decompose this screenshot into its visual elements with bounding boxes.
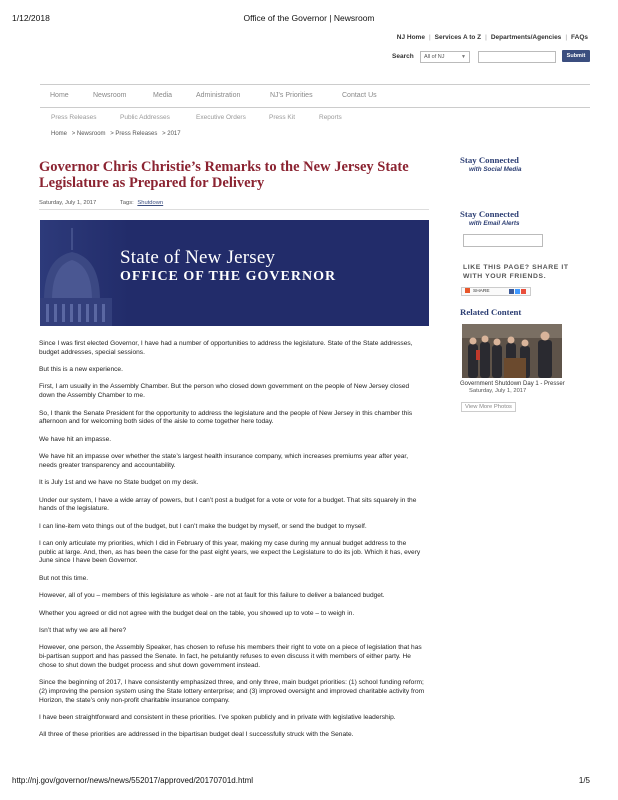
print-page-title: Office of the Governor | Newsroom xyxy=(243,13,375,23)
related-photo-thumbnail[interactable] xyxy=(462,324,562,378)
nj-home-link[interactable]: NJ Home xyxy=(396,34,425,41)
paragraph: First, I am usually in the Assembly Chamber. But the person who closed down government on the people of New Jersey closed down the Assembly Chamber to me. xyxy=(39,383,410,400)
share-prompt-line1: LIKE THIS PAGE? SHARE IT xyxy=(463,264,569,271)
paragraph: But not this time. xyxy=(39,574,89,582)
paragraph: I can only articulate my priorities, which I did in February of this year, making my case during my annual budget address to the public at large. And, then, as has been the case for the past eight years, we expect the Legislature to do its job. Which it has, every June since I have been Governor. xyxy=(39,540,421,565)
departments-agencies-link[interactable]: Departments/Agencies xyxy=(490,34,562,41)
main-nav xyxy=(40,84,590,108)
print-page-number: 1/5 xyxy=(578,776,590,785)
search-scope-value: All of NJ xyxy=(424,54,445,60)
search-scope-select[interactable] xyxy=(420,51,470,63)
email-icon xyxy=(521,289,526,294)
twitter-icon xyxy=(515,289,520,294)
tags-label: Tags: xyxy=(119,200,134,206)
subnav-public-addresses[interactable]: Public Addresses xyxy=(120,114,170,121)
paragraph: So, I thank the Senate President for the opportunity to address the legislature and the people of New Jersey in this chamber this afternoon and for welcoming both sides of the aisle to come together here today. xyxy=(39,409,413,426)
paragraph: Since I was first elected Governor, I have had a number of opportunities to address the legislature. State of the State addresses, budget addresses, special sessions. xyxy=(39,340,413,356)
paragraph: We have hit an impasse. xyxy=(39,435,112,443)
print-date: 1/12/2018 xyxy=(12,13,50,23)
social-media-link[interactable]: with Social Media xyxy=(469,166,522,173)
utility-nav xyxy=(397,34,588,41)
paragraph: However, all of you – members of this legislature as whole - are not at fault for this failure to deliver a balanced budget. xyxy=(39,592,385,600)
banner-state-text: State of New Jersey xyxy=(120,247,276,268)
nav-home[interactable]: Home xyxy=(50,92,69,99)
stay-connected-social-heading: Stay Connected xyxy=(460,155,519,165)
nav-contact-us[interactable]: Contact Us xyxy=(342,92,377,99)
facebook-icon xyxy=(509,289,514,294)
nav-media[interactable]: Media xyxy=(153,92,173,99)
paragraph: I have been straightforward and consistent in these priorities. I’ve spoken publicly and in private with legislative leadership. xyxy=(39,713,396,721)
faqs-link[interactable]: FAQs xyxy=(571,34,588,41)
paragraph: I can line-item veto things out of the budget, but I can’t make the budget by myself, or send the budget to myself. xyxy=(39,522,367,530)
paragraph: Whether you agreed or did not agree with the budget deal on the table, you showed up to vote – to weigh in. xyxy=(39,609,355,617)
paragraph: It is July 1st and we have no State budget on my desk. xyxy=(39,479,199,487)
stay-connected-email-heading: Stay Connected xyxy=(460,209,519,219)
nav-newsroom[interactable]: Newsroom xyxy=(93,92,127,99)
paragraph: Isn’t that why we are all here? xyxy=(39,627,127,634)
article-body xyxy=(39,340,425,749)
breadcrumb xyxy=(51,131,184,137)
share-prompt xyxy=(463,264,600,281)
breadcrumb-press-releases[interactable]: > Press Releases xyxy=(110,131,158,137)
related-content-heading: Related Content xyxy=(460,307,522,317)
subnav-executive-orders[interactable]: Executive Orders xyxy=(196,114,246,121)
search-bar xyxy=(392,50,597,64)
email-alerts-label: with Email Alerts xyxy=(469,220,520,227)
separator: | xyxy=(485,34,487,41)
divider xyxy=(39,209,429,210)
submit-button[interactable]: Submit xyxy=(562,50,590,62)
office-banner xyxy=(40,220,429,326)
related-caption-link[interactable]: Government Shutdown Day 1 - Presser xyxy=(460,381,565,387)
paragraph: However, one person, the Assembly Speaker, has chosen to refuse his members their right to vote on a piece of legislation that has bi-partisan support and has passed the Senate. In fact, he petulantly refuses to even discuss it with members of either party. He chose to shut down the budget process and shut down government instead. xyxy=(39,644,422,669)
banner-office-text: OFFICE OF THE GOVERNOR xyxy=(120,269,337,284)
article-date: Saturday, July 1, 2017 xyxy=(39,200,97,206)
breadcrumb-newsroom[interactable]: > Newsroom xyxy=(71,131,106,137)
share-label: SHARE xyxy=(473,289,490,294)
search-input[interactable] xyxy=(478,51,556,63)
paragraph: Under our system, I have a wide array of powers, but I can’t post a budget for a vote or vote for a budget. That sits squarely in the hands of the legislature. xyxy=(39,496,417,513)
nav-nj-priorities[interactable]: NJ's Priorities xyxy=(270,92,313,99)
email-alert-input[interactable] xyxy=(463,234,543,247)
tag-shutdown-link[interactable]: Shutdown xyxy=(137,200,164,206)
share-button[interactable] xyxy=(461,287,531,296)
paragraph: Since the beginning of 2017, I have consistently emphasized three, and only three, main budget priorities: (1) school funding reform; (2) improving the pension system using the State lottery enterprise; and (3) improved oversight and improved charitable activity from Horizon, the state’s only non-profit charitable insurance company. xyxy=(39,679,425,704)
services-a-to-z-link[interactable]: Services A to Z xyxy=(434,34,482,41)
capitol-dome-icon xyxy=(40,220,130,326)
breadcrumb-2017[interactable]: > 2017 xyxy=(162,131,181,137)
view-more-photos-button[interactable]: View More Photos xyxy=(461,402,516,412)
related-date: Saturday, July 1, 2017 xyxy=(469,388,527,394)
press-conference-photo-icon xyxy=(462,324,562,378)
separator: | xyxy=(428,34,431,41)
subnav-reports[interactable]: Reports xyxy=(319,114,342,121)
paragraph: All three of these priorities are addressed in the bipartisan budget deal I successfully struck with the Senate. xyxy=(39,731,354,739)
subnav-press-releases[interactable]: Press Releases xyxy=(51,114,97,121)
paragraph: We have hit an impasse over whether the state’s largest health insurance company, which increases premiums year after year, needs greater transparency and accountability. xyxy=(39,453,409,469)
share-icon xyxy=(465,288,470,293)
article-title: Governor Chris Christie’s Remarks to the New Jersey State Legislature as Prepared for Delivery xyxy=(39,159,409,191)
share-prompt-line2: WITH YOUR FRIENDS. xyxy=(463,272,547,280)
paragraph: But this is a new experience. xyxy=(39,366,123,374)
chevron-down-icon: ▼ xyxy=(461,54,466,60)
sidebar xyxy=(460,155,600,413)
share-network-icons xyxy=(508,289,526,297)
subnav-press-kit[interactable]: Press Kit xyxy=(269,114,296,121)
print-url: http://nj.gov/governor/news/news/552017/approved/20170701d.html xyxy=(12,776,254,785)
article-meta xyxy=(39,200,163,206)
search-label: Search xyxy=(392,53,414,60)
breadcrumb-home[interactable]: Home xyxy=(51,131,68,137)
nav-administration[interactable]: Administration xyxy=(196,92,241,99)
separator: | xyxy=(565,34,568,41)
